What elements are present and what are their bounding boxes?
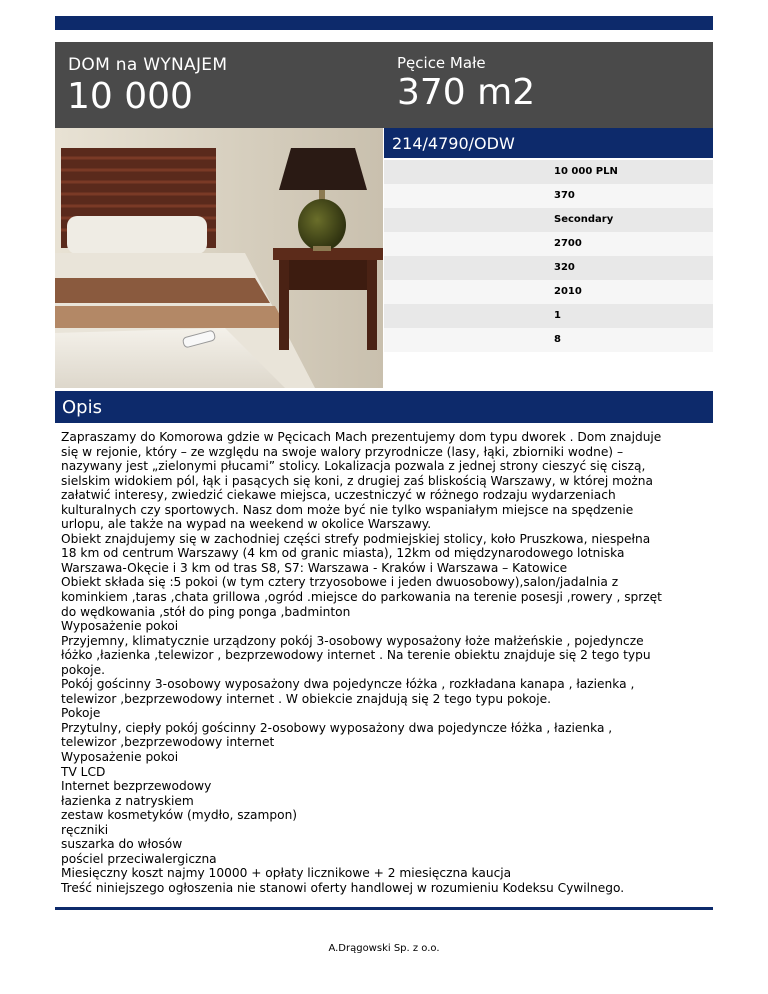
spec-row <box>384 280 713 304</box>
spec-value-4: 2700 <box>554 238 582 249</box>
spec-row <box>384 160 713 184</box>
description-line: suszarka do włosów <box>61 837 183 852</box>
description-line: łóżko ,łazienka ,telewizor , bezprzewodowy internet . Na terenie obiektu znajduje się 2 tego typu <box>61 648 651 663</box>
spec-price-pln: 10 000 PLN <box>554 166 618 177</box>
spec-value-5: 320 <box>554 262 575 273</box>
spec-row <box>384 232 713 256</box>
description-line: TV LCD <box>61 764 106 779</box>
description-line: sielskim widokiem pól, łąk i pasących się koni, z drugiej zaś bliskością Warszawy, w której można <box>61 473 654 488</box>
description-line: zestaw kosmetyków (mydło, szampon) <box>61 808 298 823</box>
description-line: załatwić interesy, zwiedzić ciekawe miejsca, uczestniczyć w różnego rodzaju wydarzeniach <box>61 488 616 503</box>
description-line: Wyposażenie pokoi <box>61 619 179 634</box>
spec-market: Secondary <box>554 214 614 225</box>
description-line: Obiekt znajdujemy się w zachodniej części strefy podmiejskiej stolicy, koło Pruszkowa, niespełna <box>61 531 651 546</box>
top-accent-bar <box>55 16 713 30</box>
description-line: urlopu, ale także na wypad na weekend w okolice Warszawy. <box>61 517 432 532</box>
description-line: kulturalnych czy sportowych. Nasz dom może być nie tylko wspaniałym miejsce na spędzenie <box>61 502 634 517</box>
description-line: Internet bezprzewodowy <box>61 779 212 794</box>
spec-row <box>384 304 713 328</box>
description-body <box>61 430 713 896</box>
spec-year: 2010 <box>554 286 582 297</box>
description-line: Wyposażenie pokoi <box>61 750 179 765</box>
description-line: Obiekt składa się :5 pokoi (w tym cztery trzyosobowe i jeden dwuosobowy),salon/jadalnia z <box>61 575 619 590</box>
description-heading: Opis <box>55 391 713 423</box>
description-line: nazywany jest „zielonymi płucami” stolicy. Lokalizacja pozwala z jednej strony cieszyć się ciszą, <box>61 459 646 474</box>
listing-header <box>55 42 713 128</box>
description-line: Przytulny, ciepły pokój gościnny 2-osobowy wyposażony dwa pojedyncze łóżka , łazienka , <box>61 720 613 735</box>
description-line: Pokój gościnny 3-osobowy wyposażony dwa pojedyncze łóżka , rozkładana kanapa , łazienka , <box>61 677 635 692</box>
description-line: pokoje. <box>61 662 106 677</box>
description-line: Przyjemny, klimatycznie urządzony pokój 3-osobowy wyposażony łoże małżeńskie , pojedyncze <box>61 633 644 648</box>
spec-row <box>384 184 713 208</box>
description-line: się w rejonie, który – ze względu na swoje walory przyrodnicze (lasy, łąki, zbiorniki wodne) – <box>61 444 624 459</box>
area: 370 m2 <box>397 72 536 113</box>
description-line: 18 km od centrum Warszawy (4 km od granic miasta), 12km od międzynarodowego lotniska <box>61 546 625 561</box>
description-line: Zapraszamy do Komorowa gdzie w Pęcicach Mach prezentujemy dom typu dworek . Dom znajduje <box>61 430 662 444</box>
spec-row <box>384 328 713 352</box>
description-line: Treść niniejszego ogłoszenia nie stanowi oferty handlowej w rozumieniu Kodeksu Cywilnego. <box>61 880 625 895</box>
spec-row <box>384 256 713 280</box>
spec-row <box>384 208 713 232</box>
description-line: pościel przeciwalergiczna <box>61 851 217 866</box>
description-line: do wędkowania ,stół do ping ponga ,badminton <box>61 604 351 619</box>
spec-table <box>384 160 713 352</box>
description-line: Miesięczny koszt najmy 10000 + opłaty licznikowe + 2 miesięczna kaucja <box>61 866 512 881</box>
spec-value-8: 8 <box>554 334 561 345</box>
bottom-divider <box>55 907 713 910</box>
footer-agency: A.Drągowski Sp. z o.o. <box>328 943 440 954</box>
description-line: łazienka z natryskiem <box>61 793 194 808</box>
description-line: telewizor ,bezprzewodowy internet . W obiekcie znajdują się 2 tego typu pokoje. <box>61 691 551 706</box>
price: 10 000 <box>67 76 193 117</box>
spec-value-7: 1 <box>554 310 561 321</box>
description-line: ręczniki <box>61 822 109 837</box>
description-line: Pokoje <box>61 706 101 721</box>
property-photo <box>55 128 383 388</box>
offer-type: DOM na WYNAJEM <box>68 55 228 75</box>
reference-number: 214/4790/ODW <box>384 128 713 158</box>
spec-area: 370 <box>554 190 575 201</box>
description-line: telewizor ,bezprzewodowy internet <box>61 735 275 750</box>
description-line: kominkiem ,taras ,chata grillowa ,ogród .miejsce do parkowania na terenie posesji ,rowery , sprzęt <box>61 590 662 605</box>
location: Pęcice Małe <box>397 54 486 72</box>
description-line: Warszawa-Okęcie i 3 km od tras S8, S7: Warszawa - Kraków i Warszawa – Katowice <box>61 560 568 575</box>
